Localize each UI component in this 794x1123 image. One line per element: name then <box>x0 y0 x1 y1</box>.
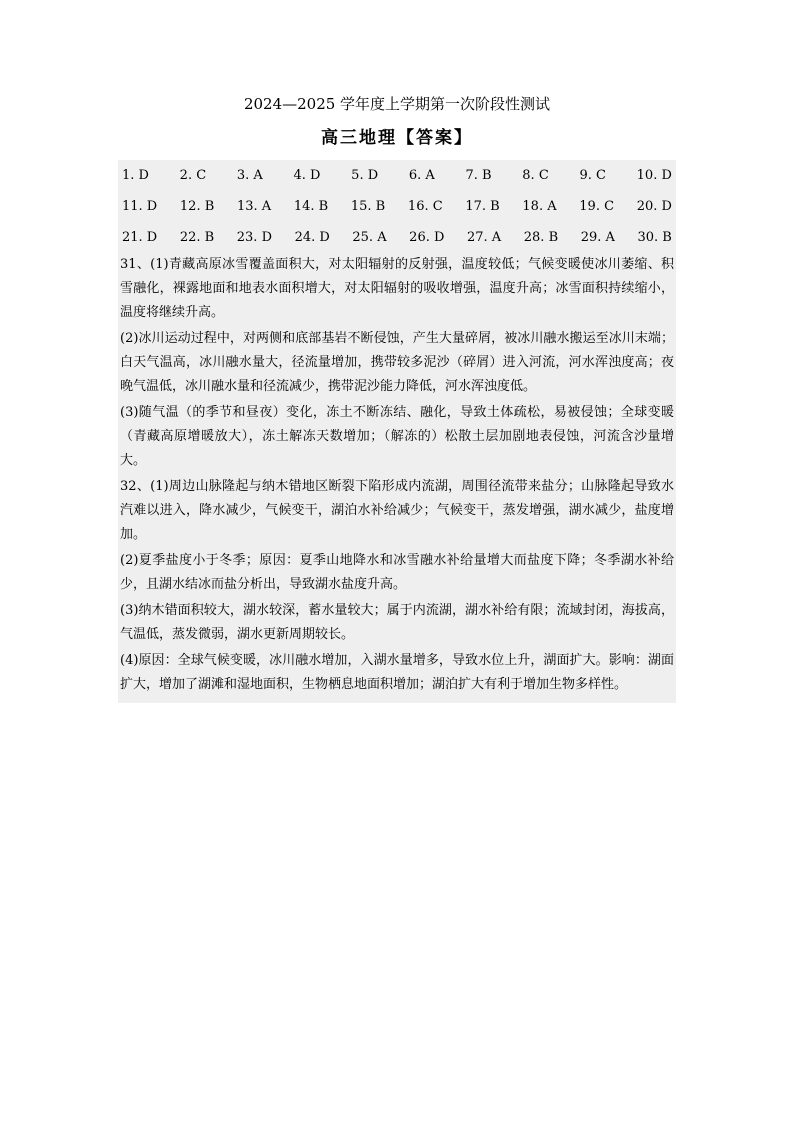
mc-answer: 19. C <box>579 199 615 214</box>
mc-answer: 5. D <box>351 168 379 183</box>
mc-answer: 14. B <box>293 199 329 214</box>
mc-answer: 25. A <box>352 230 387 245</box>
mc-answer: 3. A <box>236 168 263 183</box>
mc-answer: 8. C <box>522 168 549 183</box>
mc-answer: 22. B <box>179 230 215 245</box>
mc-answer: 12. B <box>179 199 215 214</box>
mc-answer: 24. D <box>294 230 330 245</box>
mc-answer: 15. B <box>350 199 386 214</box>
mc-answer: 1. D <box>122 168 149 183</box>
mc-answer: 6. A <box>408 168 435 183</box>
answer-paragraph: (2)夏季盐度小于冬季；原因：夏季山地降水和冰雪融水补给量增大而盐度下降；冬季湖水补给少，且湖水结冰而盐分析出，导致湖水盐度升高。 <box>120 553 674 592</box>
mc-answer: 4. D <box>293 168 321 183</box>
mc-answer: 16. C <box>407 199 443 214</box>
answer-paragraph: (3)纳木错面积较大，湖水较深，蓄水量较大；属于内流湖，湖水补给有限；流域封闭，海拔高，气温低，蒸发微弱，湖水更新周期较长。 <box>120 603 674 642</box>
multiple-choice-answers <box>118 160 676 253</box>
mc-answer: 30. B <box>637 230 672 245</box>
answer-paragraph: (3)随气温（的季节和昼夜）变化，冻土不断冻结、融化，导致土体疏松，易被侵蚀；全球变暖（青藏高原增暖放大），冻土解冻天数增加；（解冻的）松散土层加剧地表侵蚀，河流含沙量增大。 <box>120 405 674 468</box>
mc-answer: 7. B <box>465 168 492 183</box>
answer-paragraph: 32、(1)周边山脉隆起与纳木错地区断裂下陷形成内流湖，周围径流带来盐分；山脉隆起导致水汽难以进入，降水减少，气候变干，湖泊水补给减少；气候变干，蒸发增强，湖水减少，盐度增加。 <box>120 479 674 542</box>
mc-answer: 23. D <box>236 230 272 245</box>
mc-answer: 29. A <box>580 230 615 245</box>
answer-paragraph: (2)冰川运动过程中，对两侧和底部基岩不断侵蚀，产生大量碎屑，被冰川融水搬运至冰川末端；白天气温高，冰川融水量大，径流量增加，携带较多泥沙（碎屑）进入河流，河水浑浊度高；夜晚气温低，冰川融水量和径流减少，携带泥沙能力降低，河水浑浊度低。 <box>120 331 674 394</box>
exam-title: 2024—2025 学年度上学期第一次阶段性测试 <box>243 95 551 113</box>
mc-answer-row <box>118 222 676 253</box>
answer-content <box>118 160 676 703</box>
mc-answer: 18. A <box>522 199 557 214</box>
mc-answer: 10. D <box>636 168 672 183</box>
mc-answer: 20. D <box>636 199 672 214</box>
mc-answer-row <box>118 160 676 191</box>
mc-answer: 2. C <box>179 168 207 183</box>
mc-answer: 26. D <box>409 230 445 245</box>
answer-paragraph: (4)原因：全球气候变暖，冰川融水增加，入湖水量增多，导致水位上升，湖面扩大。影响：湖面扩大，增加了湖滩和湿地面积，生物栖息地面积增加；湖泊扩大有利于增加生物多样性。 <box>120 653 674 692</box>
free-response-answers <box>118 253 676 697</box>
mc-answer: 9. C <box>579 168 606 183</box>
mc-answer: 21. D <box>122 230 158 245</box>
mc-answer: 28. B <box>523 230 559 245</box>
mc-answer: 13. A <box>236 199 272 214</box>
mc-answer: 11. D <box>122 199 158 214</box>
answer-key-heading: 高三地理【答案】 <box>321 128 473 148</box>
answer-paragraph: 31、(1)青藏高原冰雪覆盖面积大，对太阳辐射的反射强，温度较低；气候变暖使冰川萎缩、积雪融化，裸露地面和地表水面积增大，对太阳辐射的吸收增强，温度升高；冰雪面积持续缩小，温度将继续升高。 <box>120 257 674 320</box>
mc-answer: 27. A <box>466 230 502 245</box>
mc-answer: 17. B <box>465 199 500 214</box>
mc-answer-row <box>118 191 676 222</box>
